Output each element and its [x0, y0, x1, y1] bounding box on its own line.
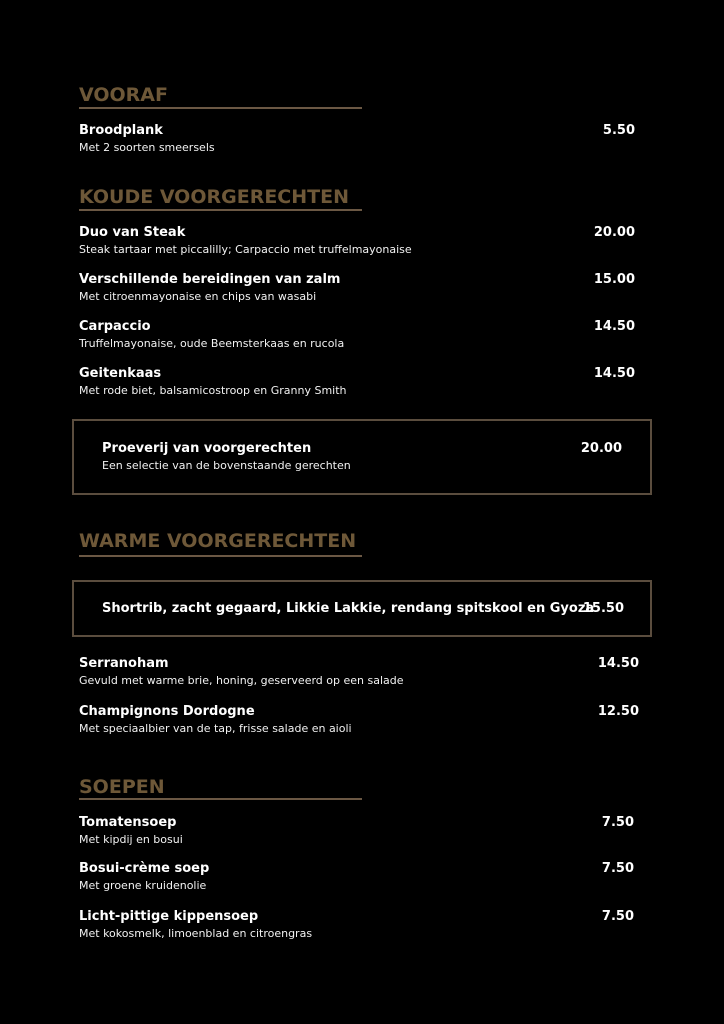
item-price: 7.50 — [601, 815, 634, 830]
featured-item — [102, 441, 622, 473]
menu-item — [79, 815, 635, 847]
item-name: Geitenkaas — [79, 366, 162, 381]
item-description: Gevuld met warme brie, honing, geserveerd op een salade — [79, 674, 404, 687]
item-price: 12.50 — [597, 704, 639, 719]
menu-item — [79, 656, 639, 688]
item-description: Met kipdij en bosui — [79, 833, 183, 846]
item-name: Verschillende bereidingen van zalm — [79, 272, 341, 287]
item-price: 14.50 — [593, 366, 635, 381]
item-price: 5.50 — [602, 123, 635, 138]
menu-item — [79, 123, 635, 155]
item-price: 15.00 — [593, 272, 635, 287]
item-price: 15.50 — [582, 601, 624, 616]
menu-item — [79, 704, 639, 736]
item-price: 7.50 — [601, 861, 634, 876]
item-price: 20.00 — [593, 225, 635, 240]
menu-item — [79, 861, 635, 893]
menu-item — [79, 225, 635, 257]
item-name: Broodplank — [79, 123, 163, 138]
item-description: Met 2 soorten smeersels — [79, 141, 215, 154]
section-title-vooraf: VOORAF — [79, 84, 168, 106]
item-description: Steak tartaar met piccalilly; Carpaccio met truffelmayonaise — [79, 243, 412, 256]
item-name: Shortrib, zacht gegaard, Likkie Lakkie, rendang spitskool en Gyoza — [102, 601, 595, 616]
section-divider — [79, 555, 362, 557]
section-divider — [79, 107, 362, 109]
section-title-soepen: SOEPEN — [79, 776, 165, 798]
item-description: Met citroenmayonaise en chips van wasabi — [79, 290, 317, 303]
item-description: Een selectie van de bovenstaande gerechten — [102, 459, 351, 472]
item-name: Bosui-crème soep — [79, 861, 210, 876]
item-description: Truffelmayonaise, oude Beemsterkaas en rucola — [79, 337, 345, 350]
section-title-warme-voorgerechten: WARME VOORGERECHTEN — [79, 530, 357, 552]
item-name: Champignons Dordogne — [79, 704, 255, 719]
item-name: Duo van Steak — [79, 225, 186, 240]
featured-box-shortrib — [72, 580, 652, 637]
menu-item — [79, 319, 635, 351]
item-name: Proeverij van voorgerechten — [102, 441, 312, 456]
menu-item — [79, 909, 635, 941]
featured-box-proeverij — [72, 419, 652, 495]
item-name: Carpaccio — [79, 319, 151, 334]
section-divider — [79, 209, 362, 211]
item-description: Met speciaalbier van de tap, frisse salade en aioli — [79, 722, 352, 735]
item-description: Met kokosmelk, limoenblad en citroengras — [79, 927, 313, 940]
item-price: 14.50 — [593, 319, 635, 334]
item-price: 7.50 — [601, 909, 634, 924]
item-description: Met groene kruidenolie — [79, 879, 207, 892]
featured-item — [102, 601, 622, 617]
section-divider — [79, 798, 362, 800]
section-title-koude-voorgerechten: KOUDE VOORGERECHTEN — [79, 186, 349, 208]
item-price: 20.00 — [580, 441, 622, 456]
item-description: Met rode biet, balsamicostroop en Granny Smith — [79, 384, 347, 397]
item-name: Tomatensoep — [79, 815, 177, 830]
item-name: Licht-pittige kippensoep — [79, 909, 259, 924]
item-price: 14.50 — [597, 656, 639, 671]
menu-item — [79, 272, 635, 304]
item-name: Serranoham — [79, 656, 169, 671]
menu-item — [79, 366, 635, 398]
